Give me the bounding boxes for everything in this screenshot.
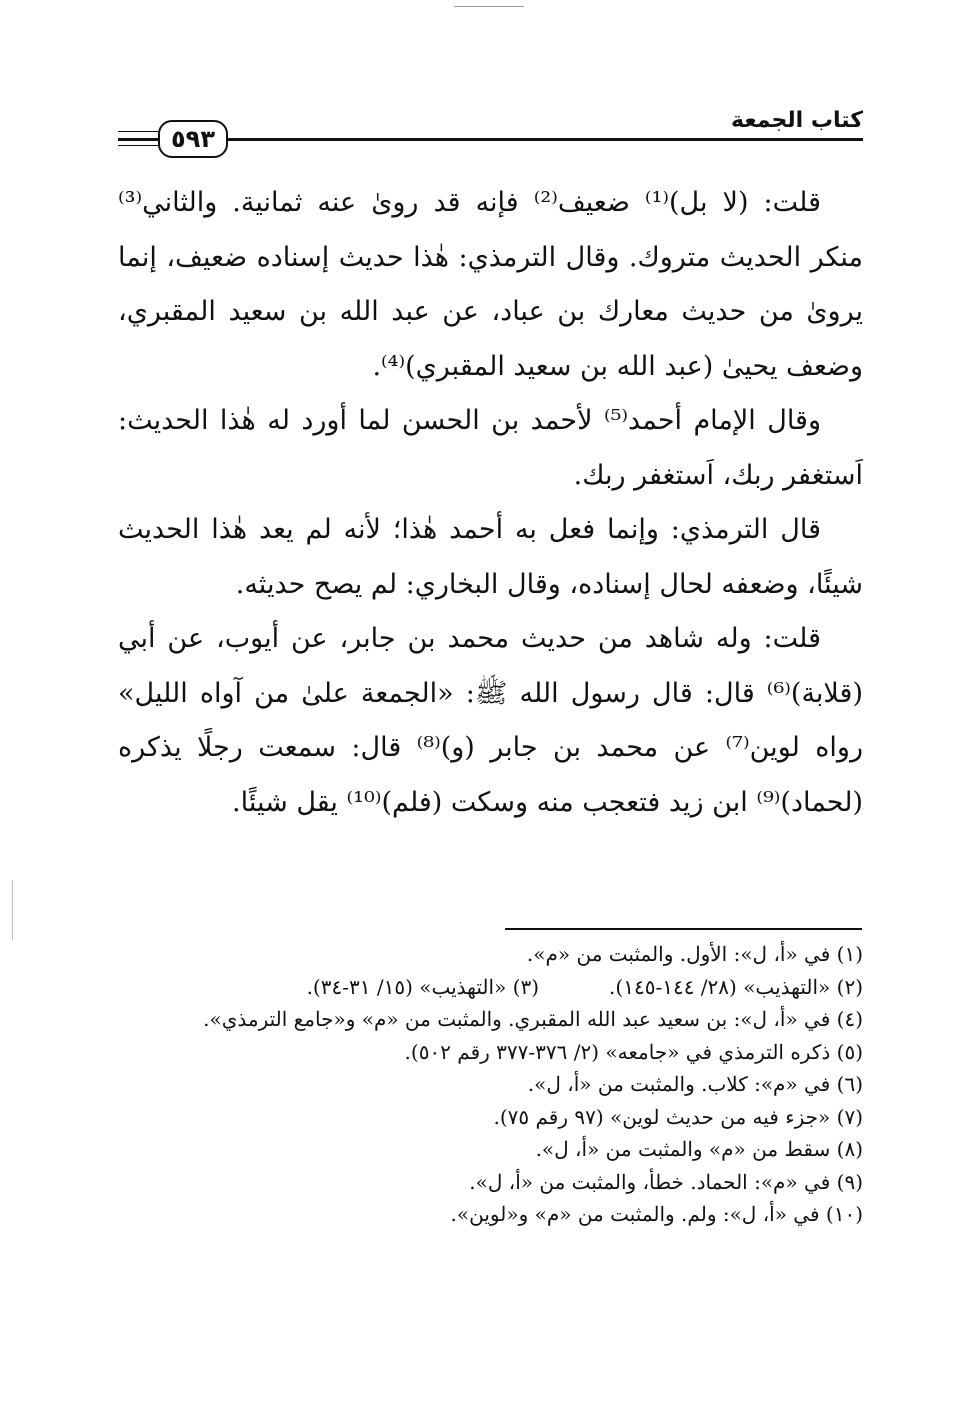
footnote: (٥) ذكره الترمذي في «جامعه» (٢/ ٣٧٦-٣٧٧ رقم ٥٠٢).: [404, 1039, 863, 1064]
chapter-title: كتاب الجمعة: [725, 108, 863, 133]
header-rule-lower: [118, 145, 158, 146]
header-rule-upper: [118, 131, 158, 132]
footnote: (٢) «التهذيب» (٢٨/ ١٤٤-١٤٥).: [609, 974, 863, 999]
footnote: (٩) في «م»: الحماد. خطأ، والمثبت من «أ، ل».: [469, 1169, 863, 1194]
scan-top-mark: [454, 6, 524, 7]
paragraph: قلت: وله شاهد من حديث محمد بن جابر، عن أيوب، عن أبي (قلابة)⁽⁶⁾ قال: قال رسول الله ﷺ: «الجمعة علىٰ من آواه الليل» رواه لوين⁽⁷⁾ عن محمد بن جابر (و)⁽⁸⁾ قال: سمعت رجلًا يذكره (لحماد)⁽⁹⁾ ابن زيد فتعجب منه وسكت (فلم)⁽¹⁰⁾ يقل شيئًا.: [118, 623, 863, 818]
footnote: (٣) «التهذيب» (١٥/ ٣١-٣٤).: [306, 974, 540, 999]
footnote: (٨) سقط من «م» والمثبت من «أ، ل».: [535, 1137, 863, 1161]
footnote-row: [118, 971, 863, 1004]
footnotes: [118, 938, 863, 1231]
footnote-separator: [505, 928, 862, 930]
header-rule: [118, 138, 863, 141]
page-header: [118, 108, 863, 156]
paragraph: وقال الإمام أحمد⁽⁵⁾ لأحمد بن الحسن لما أورد له هٰذا الحديث: اَستغفر ربك، اَستغفر ربك.: [118, 405, 863, 491]
footnote: (٦) في «م»: كلاب. والمثبت من «أ، ل».: [527, 1072, 863, 1096]
footnote: (٤) في «أ، ل»: بن سعيد عبد الله المقبري. والمثبت من «م» و«جامع الترمذي».: [203, 1007, 863, 1031]
footnote: (٧) «جزء فيه من حديث لوين» (٩٧ رقم ٧٥).: [493, 1104, 863, 1129]
main-text: [118, 176, 863, 830]
paragraph: قال الترمذي: وإنما فعل به أحمد هٰذا؛ لأنه لم يعد هٰذا الحديث شيئًا، وضعفه لحال إسناده، وقال البخاري: لم يصح حديثه.: [118, 514, 863, 600]
paragraph: قلت: (لا بل)⁽¹⁾ ضعيف⁽²⁾ فإنه قد روىٰ عنه ثمانية. والثاني⁽³⁾ منكر الحديث متروك. وقال الترمذي: هٰذا حديث إسناده ضعيف، إنما يروىٰ من حديث معارك بن عباد، عن عبد الله بن سعيد المقبري، وضعف يحيىٰ (عبد الله بن سعيد المقبري)⁽⁴⁾.: [118, 187, 863, 382]
footnote: (١) في «أ، ل»: الأول. والمثبت من «م».: [526, 942, 863, 966]
footnote: (١٠) في «أ، ل»: ولم. والمثبت من «م» و«لوين».: [450, 1202, 863, 1226]
page-number: ٥٩٣: [158, 120, 228, 158]
scan-margin-mark: [12, 880, 13, 940]
